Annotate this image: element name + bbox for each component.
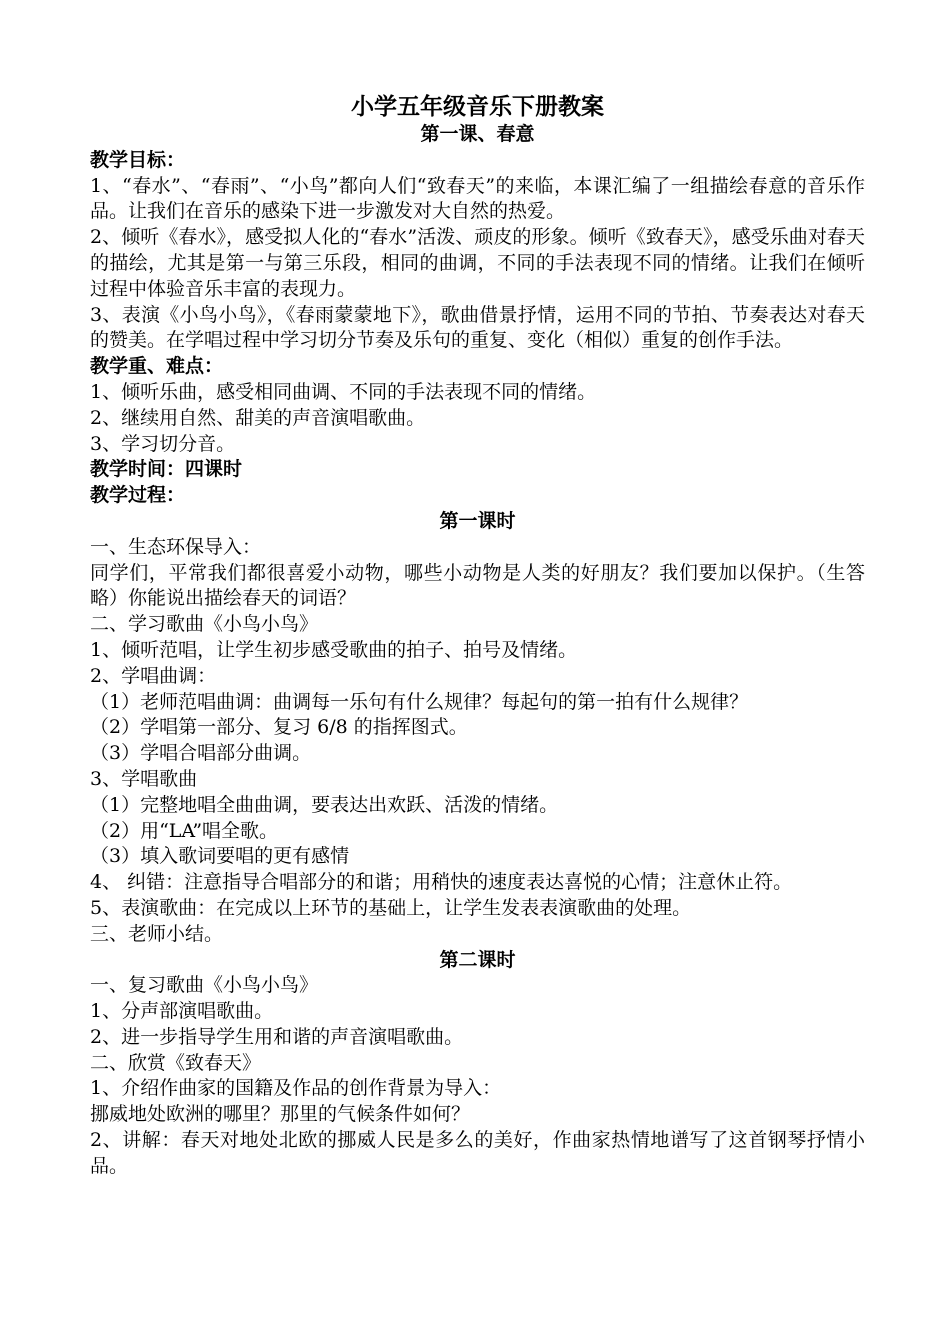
period1-line: （2）学唱第一部分、复习 6/8 的指挥图式。 [90,716,468,739]
goals-heading: 教学目标： [90,148,186,171]
period1-line: 一、生态环保导入： [90,535,262,558]
period1-heading: 第一课时 [439,509,516,532]
period1-line: （3）学唱合唱部分曲调。 [90,742,312,765]
period2-line: 挪威地处欧洲的哪里？那里的气候条件如何？ [90,1103,471,1126]
goal-item: 2、倾听《春水》，感受拟人化的“春水”活泼、顽皮的形象。倾听《致春天》，感受乐曲对春天的描绘，尤其是第一与第三乐段，相同的曲调，不同的手法表现不同的情绪。让我们在倾听过程中体验音乐丰富的表现力。 [90,226,865,300]
process-heading: 教学过程： [90,484,186,507]
period1-line: 5、表演歌曲：在完成以上环节的基础上，让学生发表表演歌曲的处理。 [90,896,692,919]
period1-line: （3）填入歌词要唱的更有感情 [90,845,350,868]
period2-line: 二、欣赏《致春天》 [90,1051,262,1074]
period2-line: 2、讲解：春天对地处北欧的挪威人民是多么的美好，作曲家热情地谱写了这首钢琴抒情小品。 [90,1129,865,1177]
period2-line: 1、分声部演唱歌曲。 [90,1000,274,1023]
period1-line: 二、学习歌曲《小鸟小鸟》 [90,613,319,636]
time-heading: 教学时间：四课时 [90,458,243,481]
period1-line: 三、老师小结。 [90,922,224,945]
period1-line: 同学们，平常我们都很喜爱小动物，哪些小动物是人类的好朋友？我们要加以保护。（生答略）你能说出描绘春天的词语？ [90,561,865,610]
period2-line: 2、进一步指导学生用和谐的声音演唱歌曲。 [90,1025,464,1048]
document-title: 小学五年级音乐下册教案 [351,93,604,120]
goal-item: 3、表演《小鸟小鸟》，《春雨蒙蒙地下》，歌曲借景抒情，运用不同的节拍、节奏表达对春天的赞美。在学唱过程中学习切分节奏及乐句的重复、变化（相似）重复的创作手法。 [90,303,865,352]
period1-line: 3、学唱歌曲 [90,767,198,790]
key-point-item: 2、继续用自然、甜美的声音演唱歌曲。 [90,406,426,429]
period1-line: （2）用“LA”唱全歌。 [90,819,279,842]
period1-line: 4、 纠错：注意指导合唱部分的和谐；用稍快的速度表达喜悦的心情；注意休止符。 [90,871,793,894]
lesson-title: 第一课、春意 [420,123,535,145]
goal-item: 1、“春水”、“春雨”、“小鸟”都向人们“致春天”的来临，本课汇编了一组描绘春意的音乐作品。让我们在音乐的感染下进一步激发对大自然的热爱。 [90,174,865,223]
key-point-item: 3、学习切分音。 [90,432,236,455]
period1-line: （1）完整地唱全曲曲调，要表达出欢跃、活泼的情绪。 [90,793,559,816]
period1-line: 1、倾听范唱，让学生初步感受歌曲的拍子、拍号及情绪。 [90,638,578,661]
period1-line: （1）老师范唱曲调：曲调每一乐句有什么规律？每起句的第一拍有什么规律？ [90,690,749,713]
key-points-heading: 教学重、难点： [90,355,224,378]
period2-line: 一、复习歌曲《小鸟小鸟》 [90,974,319,997]
key-point-item: 1、倾听乐曲，感受相同曲调、不同的手法表现不同的情绪。 [90,380,597,403]
period1-line: 2、学唱曲调： [90,664,217,687]
period2-line: 1、介绍作曲家的国籍及作品的创作背景为导入： [90,1077,502,1100]
period2-heading: 第二课时 [439,948,516,971]
document-page [90,92,865,1180]
